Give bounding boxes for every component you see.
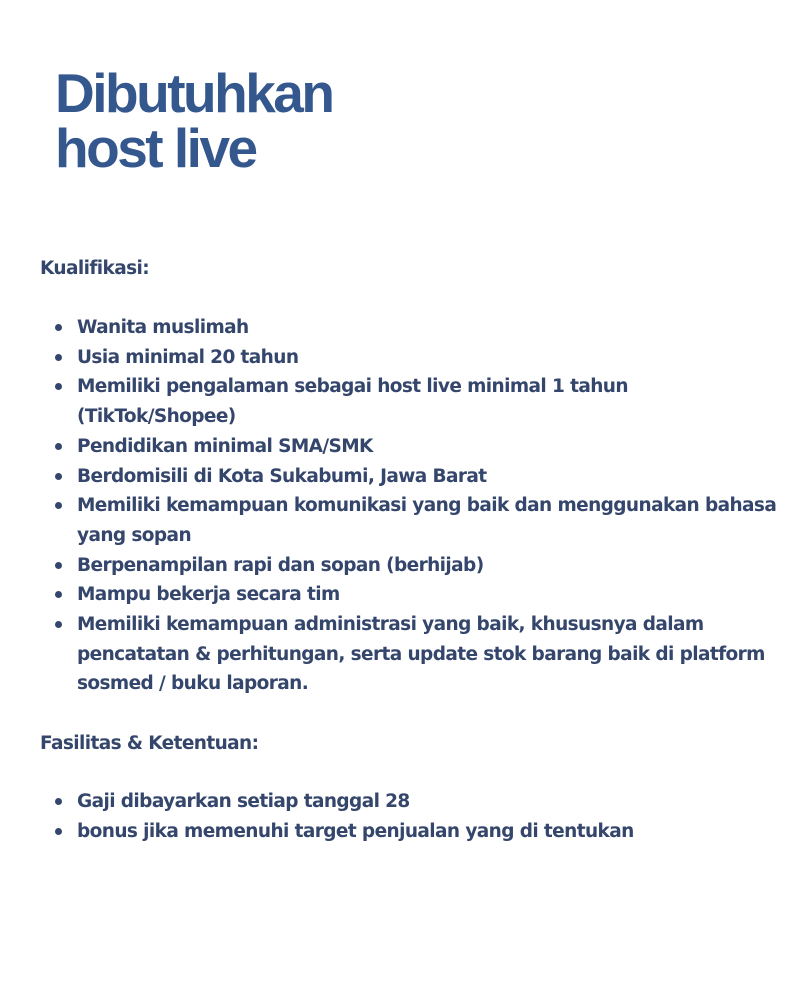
list-item-text: Memiliki kemampuan administrasi yang baik, khususnya dalam pencatatan & perhitungan, serta update stok barang baik di platform sosmed / buku laporan. [77,614,765,695]
list-item [0,610,777,699]
list-item [0,432,777,462]
bullet-icon [55,324,62,331]
list-item [0,491,777,550]
bullet-icon [55,591,62,598]
fasilitas-list [0,787,777,846]
list-item-text: Wanita muslimah [77,317,249,338]
bullet-icon [55,562,62,569]
list-item [0,580,777,610]
bullet-icon [55,354,62,361]
list-item-text: Mampu bekerja secara tim [77,584,340,606]
bullet-icon [55,828,62,835]
list-item-text: Memiliki pengalaman sebagai host live minimal 1 tahun (TikTok/Shopee) [77,376,628,428]
list-item-text: Memiliki kemampuan komunikasi yang baik dan menggunakan bahasa yang sopan [77,495,777,546]
list-item [0,462,777,492]
section-heading-fasilitas: Fasilitas & Ketentuan: [40,733,259,754]
page-title-line-2: host live [55,117,256,179]
list-item-text: Gaji dibayarkan setiap tanggal 28 [77,791,410,812]
list-item-text: bonus jika memenuhi target penjualan yang di tentukan [77,820,634,842]
bullet-icon [55,621,62,628]
page-title-line-1: Dibutuhkan [55,62,333,124]
list-item [0,372,777,431]
list-item [0,343,777,373]
section-heading-kualifikasi: Kualifikasi: [40,258,150,279]
page-title [55,62,333,179]
list-item [0,551,777,581]
kualifikasi-list [0,313,777,699]
bullet-icon [55,798,62,805]
bullet-icon [55,502,62,509]
list-item [0,313,777,343]
bullet-icon [55,383,62,390]
list-item-text: Berdomisili di Kota Sukabumi, Jawa Barat [77,465,487,487]
list-item-text: Usia minimal 20 tahun [77,346,299,368]
bullet-icon [55,473,62,480]
list-item-text: Berpenampilan rapi dan sopan (berhijab) [77,554,484,576]
bullet-icon [55,443,62,450]
list-item [0,817,777,847]
list-item [0,787,777,817]
list-item-text: Pendidikan minimal SMA/SMK [77,435,373,457]
